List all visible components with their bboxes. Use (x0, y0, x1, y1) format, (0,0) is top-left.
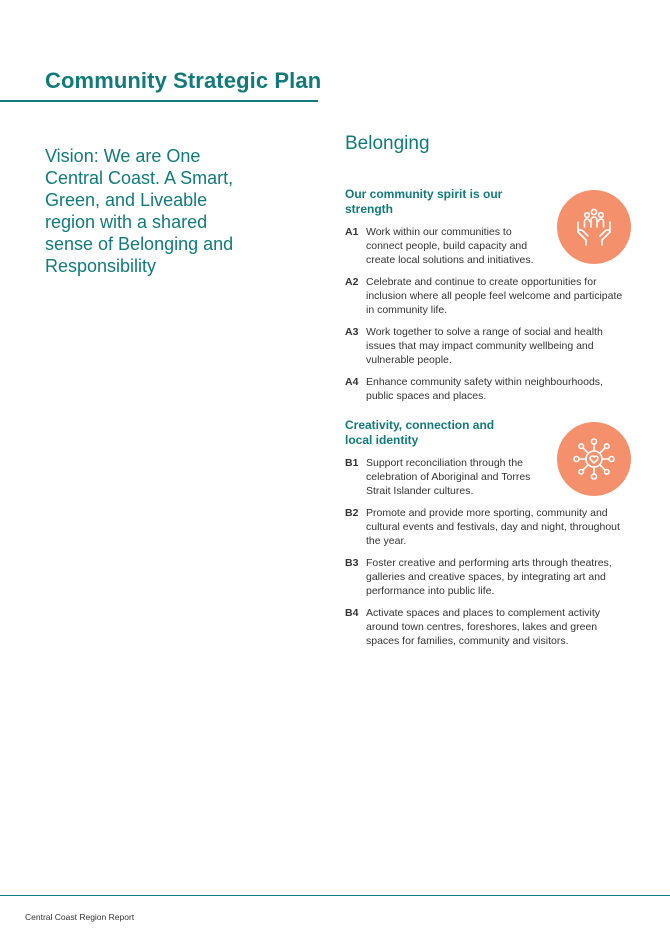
objective-text: Enhance community safety within neighbourhoods, public spaces and places. (366, 376, 603, 402)
objective-code: B2 (345, 507, 359, 519)
title-divider (0, 100, 318, 102)
objective-item-a4 (345, 375, 625, 403)
objective-code: B1 (345, 457, 359, 469)
objective-code: A4 (345, 376, 359, 388)
objective-item-b2 (345, 506, 625, 548)
objective-code: B4 (345, 607, 359, 619)
objective-text: Celebrate and continue to create opportunities for inclusion where all people feel welcome and participate in community life. (366, 276, 623, 316)
objective-text: Support reconciliation through the celebration of Aboriginal and Torres Strait Islander cultures. (366, 457, 531, 497)
objective-text: Work within our communities to connect people, build capacity and create local solutions and initiatives. (366, 226, 534, 266)
objective-text: Foster creative and performing arts through theatres, galleries and creative spaces, by integrating art and performance into public life. (366, 557, 612, 597)
objective-item-b3 (345, 556, 625, 598)
objective-text: Work together to solve a range of social and health issues that may impact community wellbeing and vulnerable people. (366, 326, 603, 366)
page-title: Community Strategic Plan (45, 68, 322, 93)
objective-item-a2 (345, 275, 625, 317)
vision-statement: Vision: We are One Central Coast. A Smart, Green, and Liveable region with a shared sense of Belonging and Responsibility (45, 146, 234, 276)
objective-text: Promote and provide more sporting, community and cultural events and festivals, day and night, throughout the year. (366, 507, 620, 547)
objective-code: B3 (345, 557, 359, 569)
objective-item-b4 (345, 606, 625, 648)
objective-code: A1 (345, 226, 359, 238)
heart-network-icon (557, 422, 631, 496)
hands-community-icon (557, 190, 631, 264)
section-title: Belonging (345, 133, 430, 154)
footer-divider (0, 895, 670, 896)
objective-code: A3 (345, 326, 359, 338)
goal-title-b: Creativity, connection and local identity (345, 418, 495, 447)
footer-text: Central Coast Region Report (25, 912, 135, 922)
objective-item-a3 (345, 325, 625, 367)
objective-text: Activate spaces and places to complement activity around town centres, foreshores, lakes and green spaces for families, community and visitors. (366, 607, 601, 647)
objective-code: A2 (345, 276, 359, 288)
goal-title-a: Our community spirit is our strength (345, 187, 503, 216)
